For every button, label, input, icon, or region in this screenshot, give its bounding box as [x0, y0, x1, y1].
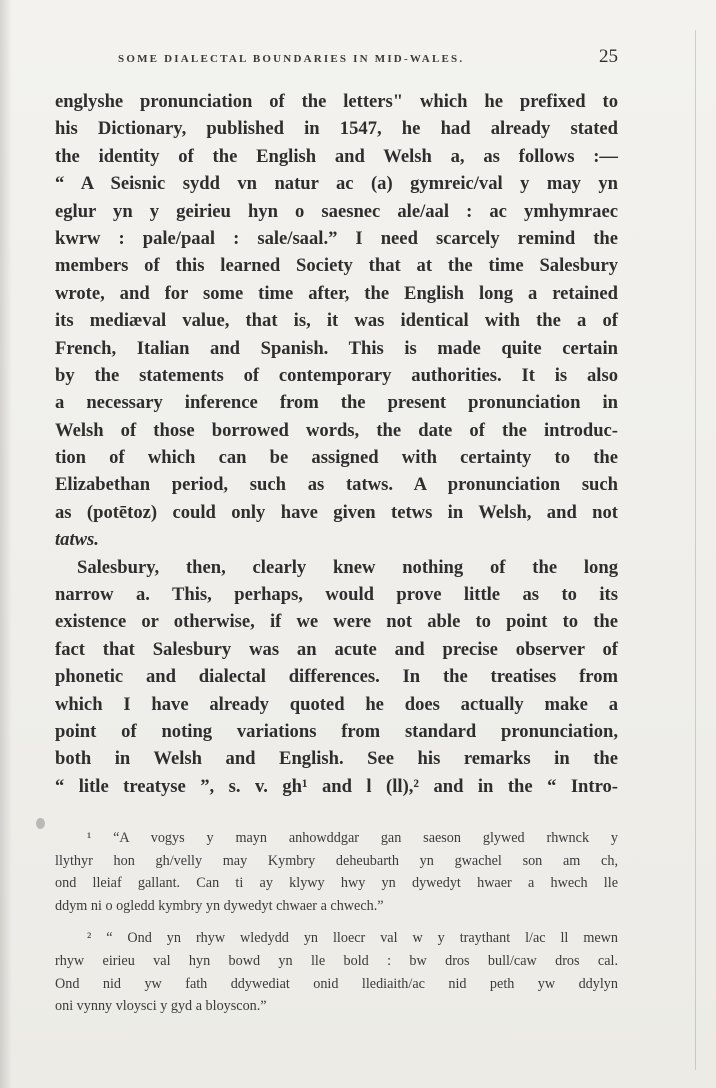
footnote-line: llythyr hon gh/velly may Kymbry deheubarth yn gwachel son am ch,: [55, 852, 618, 869]
body-line: Welsh of those borrowed words, the date of the introduc-: [55, 419, 618, 441]
body-line: members of this learned Society that at the time Salesbury: [55, 255, 618, 277]
body-line: his Dictionary, published in 1547, he had already stated: [55, 118, 618, 140]
body-line: point of noting variations from standard pronunciation,: [55, 720, 618, 742]
body-line: French, Italian and Spanish. This is made quite certain: [55, 337, 618, 359]
body-line: the identity of the English and Welsh a, as follows :—: [55, 145, 618, 167]
body-line: “ A Seisnic sydd vn natur ac (a) gymreic/val y may yn: [55, 173, 618, 195]
body-line: existence or otherwise, if we were not able to point to the: [55, 611, 618, 633]
page-header: [118, 46, 618, 70]
body-line: tion of which can be assigned with certainty to the: [55, 447, 618, 469]
footnote-line: rhyw eirieu val hyn bowd yn lle bold : bw dros bull/caw dros cal.: [55, 952, 618, 969]
footnote-line: ¹ “A vogys y mayn anhowddgar gan saeson glywed rhwnck y: [87, 830, 618, 846]
body-line: Salesbury, then, clearly knew nothing of the long: [77, 556, 618, 578]
body-line: by the statements of contemporary authorities. It is also: [55, 364, 618, 386]
body-line: tatws.: [55, 529, 99, 551]
running-head: SOME DIALECTAL BOUNDARIES IN MID-WALES.: [118, 53, 465, 65]
body-line: a necessary inference from the present pronunciation in: [55, 392, 618, 414]
footnote-line: ddym ni o ogledd kymbry yn dywedyt chwaer a chwech.”: [55, 897, 384, 914]
body-line: Elizabethan period, such as tatws. A pronunciation such: [55, 474, 618, 496]
body-line: phonetic and dialectal differences. In the treatises from: [55, 666, 618, 688]
body-line: as (potētoz) could only have given tetws in Welsh, and not: [55, 501, 618, 523]
footnote-line: ² “ Ond yn rhyw wledydd yn lloecr val w y traythant l/ac ll mewn: [87, 930, 618, 947]
page-number: 25: [599, 46, 618, 67]
body-line: wrote, and for some time after, the English long a retained: [55, 282, 618, 304]
page-edge-line: [695, 30, 696, 1070]
footnotes: [55, 827, 618, 1018]
footnote-line: oni vynny vloysci y gyd a bloyscon.”: [55, 998, 267, 1015]
footnote-spacer: [55, 917, 618, 927]
ink-smudge: [36, 818, 45, 829]
ink-speck: [603, 400, 607, 404]
body-line: which I have already quoted he does actually make a: [55, 693, 618, 715]
footnote-line: ond lleiaf gallant. Can ti ay klywy hwy yn dywedyt hwaer a hwech lle: [55, 875, 618, 892]
body-line: narrow a. This, perhaps, would prove little as to its: [55, 584, 618, 606]
footnote-line: Ond nid yw fath ddywediat onid llediaith/ac nid peth yw ddylyn: [55, 975, 618, 992]
body-line: “ litle treatyse ”, s. v. gh¹ and l (ll),² and in the “ Intro-: [55, 775, 618, 797]
body-line: englyshe pronunciation of the letters" which he prefixed to: [55, 91, 618, 112]
body-line: kwrw : pale/paal : sale/saal.” I need scarcely remind the: [55, 227, 618, 249]
body-line: its mediæval value, that is, it was identical with the a of: [55, 310, 618, 332]
body-text: [55, 88, 618, 800]
body-line: eglur yn y geirieu hyn o saesnec ale/aal : ac ymhymraec: [55, 200, 618, 222]
binding-shadow: [0, 0, 12, 1088]
body-line: both in Welsh and English. See his remarks in the: [55, 748, 618, 770]
body-line: fact that Salesbury was an acute and precise observer of: [55, 638, 618, 660]
